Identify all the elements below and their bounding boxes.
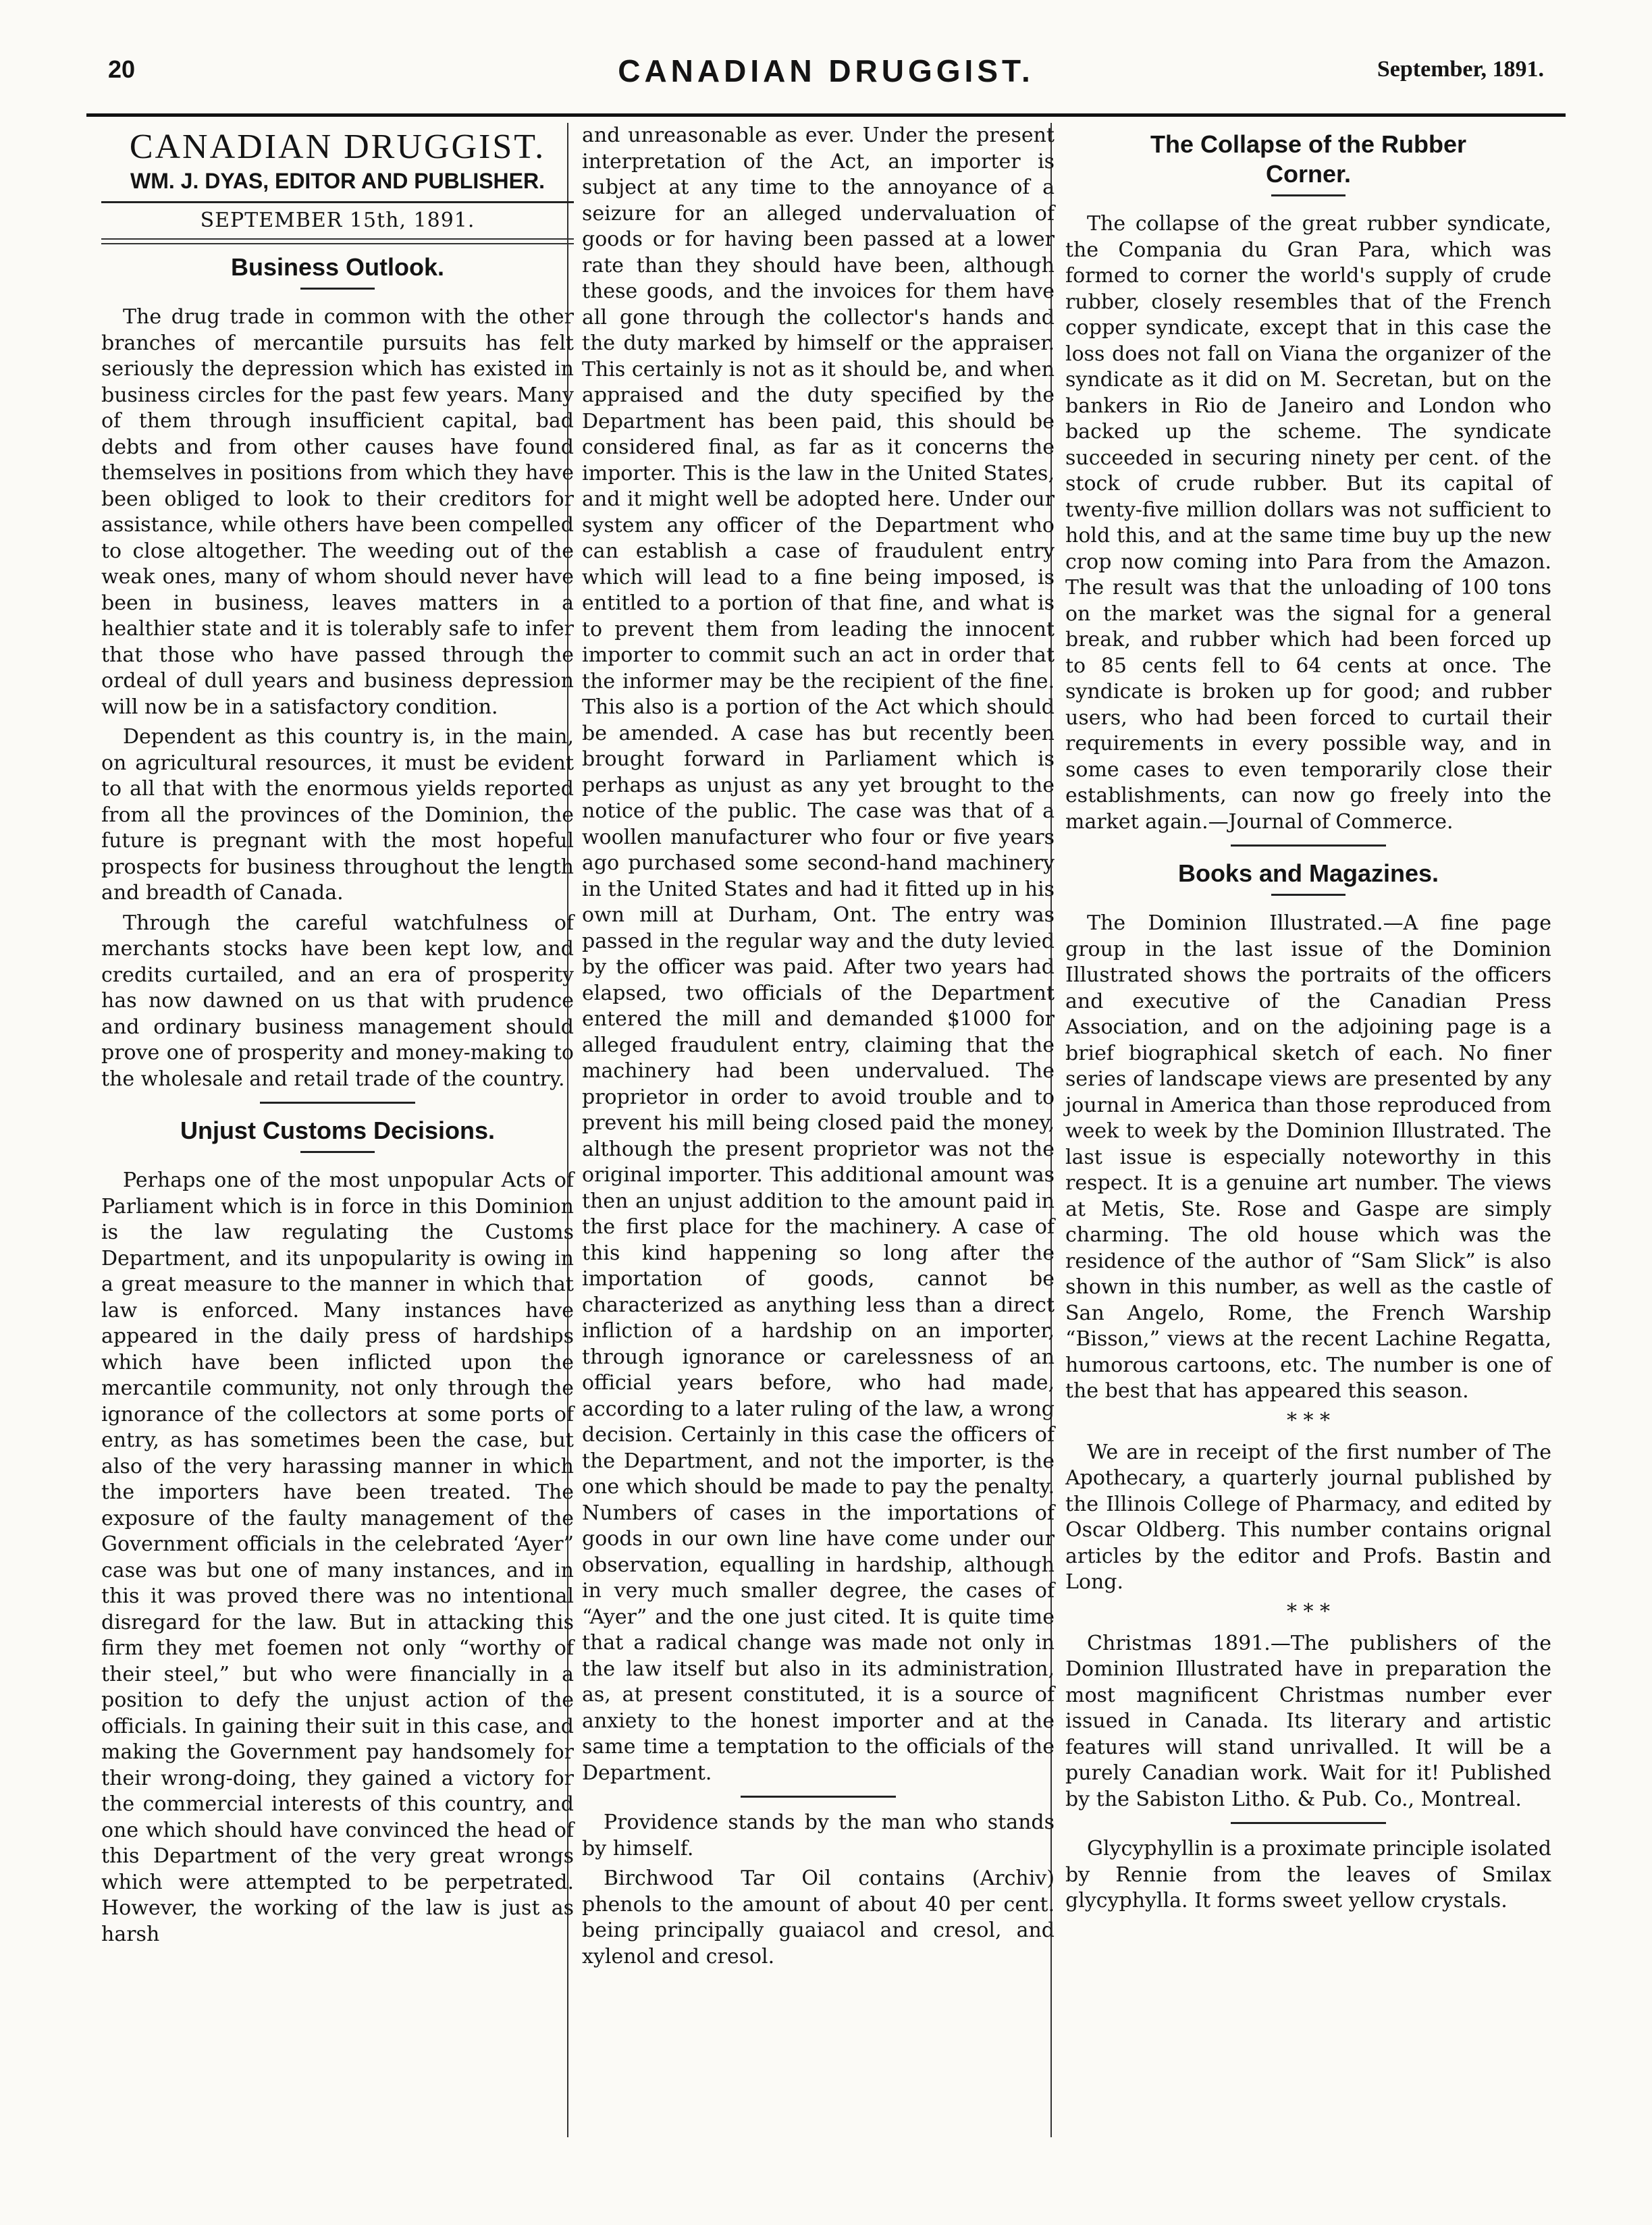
article-paragraph: Glycyphyllin is a proximate principle isolated by Rennie from the leaves of Smilax glycyphylla. It forms sweet yellow crystals. — [1065, 1837, 1551, 1912]
section-rule — [260, 1102, 415, 1104]
short-rule — [1271, 894, 1345, 896]
section-rule — [1231, 1822, 1386, 1824]
asterism: * * * — [1286, 1599, 1331, 1624]
article-heading-line: Corner. — [1265, 160, 1352, 188]
short-item: Birchwood Tar Oil contains (Archiv) phenols to the amount of about 40 per cent. being principally guaiacol and cresol, and xylenol and cresol. — [582, 1867, 1055, 1968]
short-rule — [300, 1151, 375, 1153]
column-1 — [101, 123, 574, 1952]
asterism: * * * — [1286, 1408, 1331, 1432]
article-paragraph: The Dominion Illustrated.—A fine page group in the last issue of the Dominion Illustrated shows the portraits of the officers and executive of the Canadian Press Association, and on the adjoining page is a brief biographical sketch of each. No finer series of landscape views are presented by any journal in America than those reproduced from week to week by the Dominion Illustrated. The last issue is especially noteworthy in this respect. It is a genuine art number. The views at Metis, Ste. Rose and Gaspe are simply charming. The old house which was the residence of the author of “Sam Slick” is also shown in this number, as well as the castle of San Angelo, Rome, the French Warship “Bisson,” views at the recent Lachine Regatta, humorous cartoons, etc. The number is one of the best that has appeared this season. — [1065, 911, 1551, 1403]
article-paragraph: Christmas 1891.—The publishers of the Dominion Illustrated have in preparation the most magnificent Christmas number ever issued in Canada. Its literary and artistic features will stand unrivalled. It will be a purely Canadian work. Wait for it! Published by the Sabiston Litho. & Pub. Co., Montreal. — [1065, 1631, 1551, 1811]
masthead-title: CANADIAN DRUGGIST. — [129, 128, 546, 166]
masthead-rule — [101, 201, 574, 203]
short-item: Providence stands by the man who stands by himself. — [582, 1811, 1055, 1860]
section-rule — [741, 1796, 896, 1798]
article-heading: Business Outlook. — [230, 253, 445, 281]
article-paragraph: Through the careful watchfulness of merchants stocks have been kept low, and credits curtailed, and an era of prosperity has now dawned on us that with prudence and ordinary business management should prove one of prosperity and money-making to the wholesale and retail trade of the country. — [101, 911, 574, 1091]
column-2 — [582, 123, 1055, 1974]
short-rule — [1271, 194, 1345, 196]
article-paragraph-continued: and unreasonable as ever. Under the present interpretation of the Act, an importer is subject at any time to the annoyance of a seizure for an alleged undervaluation of goods or for having been passed at a lower rate than they should have been, although these goods, and the invoices for them have all gone through the collector's hands and the duty marked by himself or the appraiser. This certainly is not as it should be, and when appraised and the duty specified by the Department has been paid, this should be considered final, as far as it concerns the importer. This is the law in the United States, and it might well be adopted here. Under our system any officer of the Department who can establish a case of fraudulent entry which will lead to a fine being imposed, is entitled to a portion of that fine, and what is to prevent them from leading the innocent importer to commit such an act in order that the informer may be the recipient of the fine. This also is a portion of the Act which should be amended. A case has but recently been brought forward in Parliament which is perhaps as unjust as any yet brought to the notice of the public. The case was that of a woollen manufacturer who four or five years ago purchased some second-hand machinery in the United States and had it fitted up in his own mill at Durham, Ont. The entry was passed in the regular way and the duty levied by the officer was paid. After two years had elapsed, two officials of the Department entered the mill and demanded $1000 for alleged fraudulent entry, claiming that the machinery had been undervalued. The proprietor in order to avoid trouble and to prevent his mill being closed paid the money, although the present proprietor was not the original importer. This additional amount was then an unjust addition to the amount paid in the first place for the machinery. A case of this kind happening so long after the importation of goods, cannot be characterized as anything less than a direct infliction of a hardship on an importer, through ignorance or carelessness of an official years before, who had made, according to a later ruling of the law, a wrong decision. Certainly in this case the officers of the Department, and not the importer, is the one which should be made to pay the penalty. Numbers of cases in the importations of goods in our own line have come under our observation, equalling in hardship, although in very much smaller degree, the cases of “Ayer” and the one just cited. It is quite time that a radical change was made not only in the law itself but also in its administration, as, at present constituted, it is a source of anxiety to the honest importer and at the same time a temptation to the officials of the Department. — [582, 124, 1055, 1785]
page-number: 20 — [108, 55, 136, 83]
article-heading: Unjust Customs Decisions. — [180, 1117, 496, 1144]
article-paragraph: Dependent as this country is, in the main, on agricultural resources, it must be evident to all that with the enormous yields reported from all the provinces of the Dominion, the future is pregnant with the most hopeful prospects for business throughout the length and breadth of Canada. — [101, 725, 574, 905]
issue-date: September, 1891. — [1377, 57, 1544, 82]
article-paragraph: Perhaps one of the most unpopular Acts of Parliament which is in force in this Dominion is the law regulating the Customs Department, and its unpopularity is owing in a great measure to the manner in which that law is enforced. Many instances have appeared in the daily press of hardships which have been inflicted upon the mercantile community, not only through the ignorance of the collectors at some ports of entry, as has sometimes been the case, but also of the very harassing manner in which the importers have been treated. The exposure of the faulty management of the Government officials in the celebrated ‘Ayer” case was but one of many instances, and in this it was proved there was no intentional disregard for the law. But in attacking this firm they met foemen not only “worthy of their steel,” but who were financially in a position to defy the unjust action of the officials. In gaining their suit in this case, and making the Government pay handsomely for their wrong-doing, they gained a victory for the commercial interests of this country, and one which should have convinced the head of this Department of the very great wrongs which were attempted to be perpetrated. However, the working of the law is just as harsh — [101, 1169, 574, 1946]
masthead-date: SEPTEMBER 15th, 1891. — [200, 209, 475, 232]
short-rule — [300, 288, 375, 290]
article-heading — [1065, 130, 1551, 189]
article-paragraph: The drug trade in common with the other branches of mercantile pursuits has felt seriously the depression which has existed in business circles for the past few years. Many of them through insufficient capital, bad debts and from other causes have found themselves in positions from which they have been obliged to look to their creditors for assistance, while others have been compelled to close altogether. The weeding out of the weak ones, many of whom should never have been in business, leaves matters in a healthier state and it is tolerably safe to infer that those who have passed through the ordeal of dull years and business depression will now be in a satisfactory condition. — [101, 305, 574, 719]
article-heading: Books and Magazines. — [1177, 859, 1439, 887]
article-paragraph: We are in receipt of the first number of The Apothecary, a quarterly journal published by the Illinois College of Pharmacy, and edited by Oscar Oldberg. This number contains orignal articles by the editor and Profs. Bastin and Long. — [1065, 1440, 1551, 1594]
article-heading-line: The Collapse of the Rubber — [1150, 130, 1467, 158]
section-rule — [1231, 845, 1386, 847]
double-rule — [101, 238, 574, 244]
header-rule — [86, 113, 1566, 117]
running-header — [108, 49, 1544, 103]
publication-title: CANADIAN DRUGGIST. — [618, 53, 1034, 88]
article-paragraph: The collapse of the great rubber syndicate, the Compania du Gran Para, which was formed to corner the world's supply of crude rubber, closely resembles that of the French copper syndicate, except that in this case the loss does not fall on Viana the organizer of the syndicate as it did on M. Secretan, but on the bankers in Rio de Janeiro and London who backed up the scheme. The syndicate succeeded in securing ninety per cent. of the stock of crude rubber. But its capital of twenty-five million dollars was not sufficient to hold this, and at the same time buy up the new crop now coming into Para from the Amazon. The result was that the unloading of 100 tons on the market was the signal for a general break, and rubber which had been forced up to 85 cents fell to 64 cents at once. The syndicate is broken up for good; and rubber users, who had been forced to curtail their requirements in every possible way, and in some cases to even temporarily close their establishments, can now go freely into the market again.—Journal of Commerce. — [1065, 212, 1551, 834]
column-3 — [1065, 123, 1551, 1919]
masthead-editor: WM. J. DYAS, EDITOR AND PUBLISHER. — [130, 169, 545, 193]
